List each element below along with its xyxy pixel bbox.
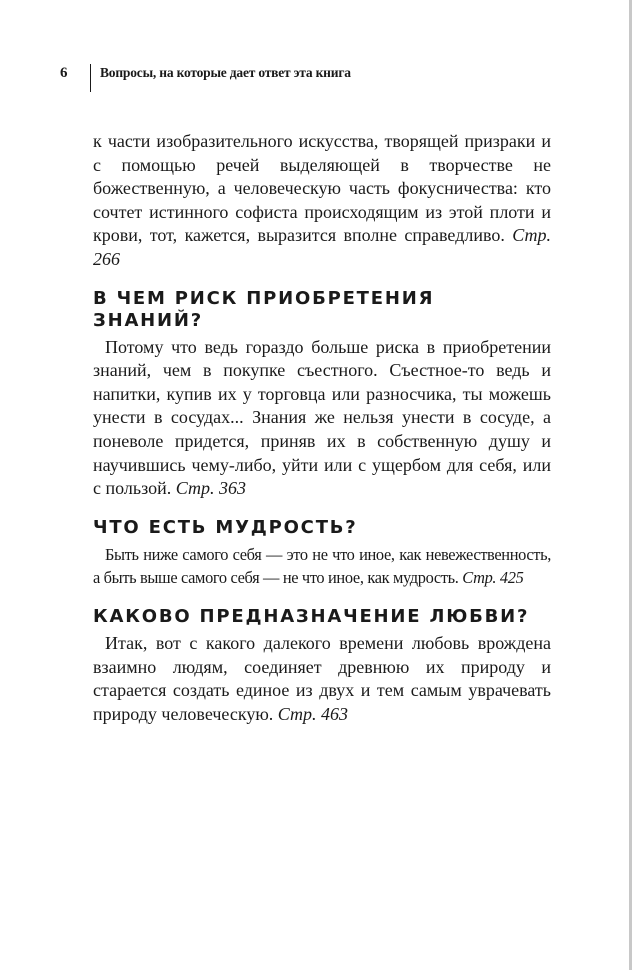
intro-paragraph <box>93 130 551 272</box>
page-number: 6 <box>60 65 68 81</box>
section-page-reference: Стр. 425 <box>462 568 524 588</box>
intro-page-reference: Стр. 266 <box>93 225 552 269</box>
section-paragraph-wisdom <box>93 543 551 590</box>
section-page-reference: Стр. 363 <box>175 478 246 499</box>
running-head <box>60 64 351 94</box>
running-head-divider <box>90 64 91 92</box>
section-paragraph-love-purpose <box>93 632 551 726</box>
section-heading-love-purpose: КАКОВО ПРЕДНАЗНАЧЕНИЕ ЛЮБВИ? <box>93 605 530 627</box>
intro-text: к части изобразительного искусства, творящей призраки и с помощью речей выделяющей в творчестве не божественную, а человеческую часть фокусничества: кто сочтет истинного софиста происходящим из этой плоти и крови, тот, кажется, выразится вполне справедливо. <box>93 131 551 246</box>
section-page-reference: Стр. 463 <box>277 703 349 724</box>
section-heading-wisdom: ЧТО ЕСТЬ МУДРОСТЬ? <box>93 516 358 538</box>
section-paragraph-knowledge-risk <box>93 336 551 501</box>
section-text: Быть ниже самого себя — это не что иное, как невежественность, а быть выше самого себя — не что иное, как мудрость. <box>93 544 551 588</box>
running-head-title: Вопросы, на которые дает ответ эта книга <box>100 65 351 80</box>
section-heading-knowledge-risk: В ЧЕМ РИСК ПРИОБРЕТЕНИЯ ЗНАНИЙ? <box>93 287 435 331</box>
section-text: Итак, вот с какого далекого времени любовь врождена взаимно людям, соединяет древнюю их природу и старается создать единое из двух и тем самым уврачевать природу человеческую. <box>93 632 551 724</box>
section-text: Потому что ведь гораздо больше риска в приобретении знаний, чем в покупке съестного. Съестное-то ведь и напитки, купив их у торговца или разносчика, ты можешь унести в сосудах... Знания же нельзя унести в сосуде, а поневоле придется, приняв их в собственную душу и научившись чему-либо, уйти или с ущербом для себя, или с пользой. <box>93 336 551 499</box>
page-body <box>93 130 551 726</box>
